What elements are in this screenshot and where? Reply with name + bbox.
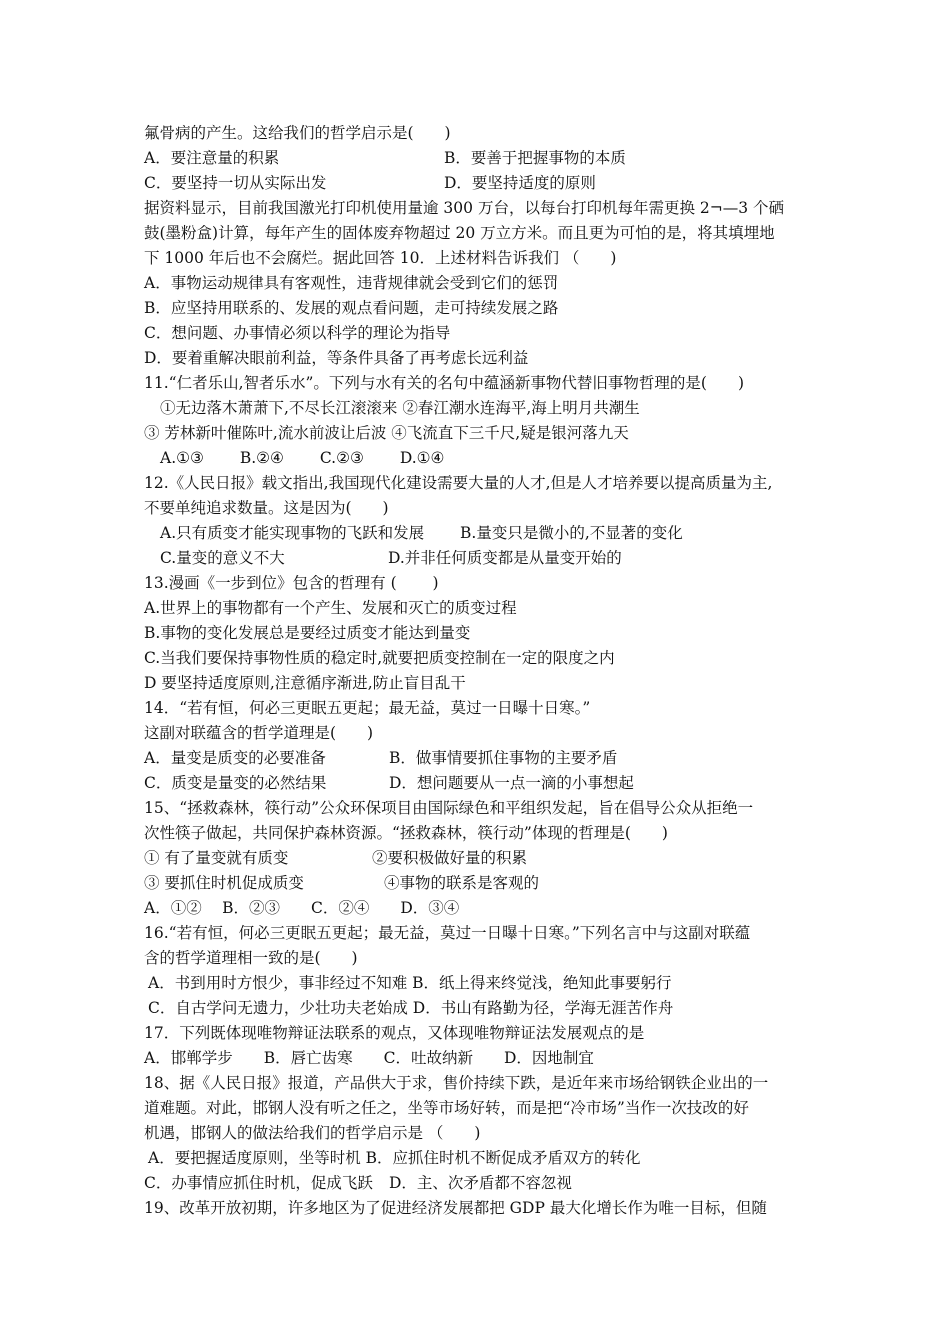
- option-a: A.只有质变才能实现事物的飞跃和发展: [160, 524, 425, 542]
- text-line: 不要单纯追求数量。这是因为( ): [144, 499, 389, 517]
- option-row: C．自古学问无遗力，少壮功夫老始成 D．书山有路勤为径，学海无涯苦作舟: [148, 999, 674, 1017]
- text-line: 道难题。对此，邯钢人没有听之任之，坐等市场好转，而是把“冷市场”当作一次技改的好: [144, 1099, 749, 1117]
- option-row: A．邯郸学步 B．唇亡齿寒 C．吐故纳新 D．因地制宜: [144, 1049, 594, 1067]
- option-row: [144, 746, 816, 771]
- question-13: 13.漫画《一步到位》包含的哲理有 ( ): [144, 574, 439, 592]
- option-b: B.量变只是微小的,不显著的变化: [460, 524, 683, 542]
- option-c: C．要坚持一切从实际出发: [144, 174, 327, 192]
- text-line: 据资料显示，目前我国激光打印机使用量逾 300 万台，以每台打印机每年需更换 2¬—3 个硒: [144, 199, 785, 217]
- option-c: C．质变是量变的必然结果: [144, 774, 327, 792]
- option-d: D 要坚持适度原则,注意循序渐进,防止盲目乱干: [144, 674, 466, 692]
- option-row: [144, 871, 816, 896]
- text-line: ①无边落木萧萧下,不尽长江滚滚来 ②春江潮水连海平,海上明月共潮生: [160, 399, 640, 417]
- statement-1: ① 有了量变就有质变: [144, 849, 289, 867]
- text-line: 机遇，邯钢人的做法给我们的哲学启示是 （ ): [144, 1124, 481, 1142]
- option-row: A．书到用时方恨少，事非经过不知难 B．纸上得来终觉浅，绝知此事要躬行: [148, 974, 672, 992]
- option-row: [144, 1171, 816, 1196]
- option-row: [144, 846, 816, 871]
- option-d: D.并非任何质变都是从量变开始的: [388, 549, 622, 567]
- question-17: 17．下列既体现唯物辩证法联系的观点，又体现唯物辩证法发展观点的是: [144, 1024, 645, 1042]
- option-a: A.世界上的事物都有一个产生、发展和灭亡的质变过程: [144, 599, 517, 617]
- option-a: A．事物运动规律具有客观性，违背规律就会受到它们的惩罚: [144, 274, 559, 292]
- text-line: 含的哲学道理相一致的是( ): [144, 949, 358, 967]
- document-page: [144, 121, 816, 1221]
- question-19: 19、改革开放初期，许多地区为了促进经济发展都把 GDP 最大化增长作为唯一目标，但随: [144, 1199, 767, 1217]
- option-b: B．做事情要抓住事物的主要矛盾: [389, 749, 618, 767]
- text-line: 氟骨病的产生。这给我们的哲学启示是( ): [144, 124, 451, 142]
- option-row: [144, 146, 816, 171]
- option-b: B．要善于把握事物的本质: [444, 149, 626, 167]
- text-line: ③ 芳林新叶催陈叶,流水前波让后波 ④飞流直下三千尺,疑是银河落九天: [144, 424, 629, 442]
- statement-3: ③ 要抓住时机促成质变: [144, 874, 304, 892]
- option-c: C．办事情应抓住时机，促成飞跃: [144, 1174, 373, 1192]
- question-11: 11.“仁者乐山,智者乐水”。下列与水有关的名句中蕴涵新事物代替旧事物哲理的是( ): [144, 374, 745, 392]
- text-line: 次性筷子做起，共同保护森林资源。“拯救森林，筷行动”体现的哲理是( ): [144, 824, 668, 842]
- option-row: [144, 171, 816, 196]
- text-line: 鼓(墨粉盒)计算，每年产生的固体废弃物超过 20 万立方米。而且更为可怕的是，将其填埋地: [144, 224, 775, 242]
- question-16: 16.“若有恒，何必三更眠五更起；最无益，莫过一日曝十日寒。”下列名言中与这副对联蕴: [144, 924, 751, 942]
- option-d: D．主、次矛盾都不容忽视: [389, 1174, 572, 1192]
- question-15: 15、“拯救森林，筷行动”公众环保项目由国际绿色和平组织发起，旨在倡导公众从拒绝一: [144, 799, 754, 817]
- option-row: [144, 521, 816, 546]
- option-d: D．要坚持适度的原则: [444, 174, 596, 192]
- question-18: 18、据《人民日报》报道，产品供大于求，售价持续下跌，是近年来市场给钢铁企业出的一: [144, 1074, 769, 1092]
- option-b: B．应坚持用联系的、发展的观点看问题，走可持续发展之路: [144, 299, 559, 317]
- statement-4: ④事物的联系是客观的: [384, 874, 540, 892]
- option-c: C.当我们要保持事物性质的稳定时,就要把质变控制在一定的限度之内: [144, 649, 615, 667]
- statement-2: ②要积极做好量的积累: [372, 849, 528, 867]
- question-14: 14．“若有恒，何必三更眠五更起；最无益，莫过一日曝十日寒。”: [144, 699, 591, 717]
- option-a: A．要注意量的积累: [144, 149, 280, 167]
- option-row: [144, 546, 816, 571]
- option-b: B.事物的变化发展总是要经过质变才能达到量变: [144, 624, 471, 642]
- option-a: A．量变是质变的必要准备: [144, 749, 326, 767]
- option-c: C．想问题、办事情必须以科学的理论为指导: [144, 324, 451, 342]
- option-row: [144, 771, 816, 796]
- question-12: 12.《人民日报》载文指出,我国现代化建设需要大量的人才,但是人才培养要以提高质量为主,: [144, 474, 773, 492]
- text-line: 这副对联蕴含的哲学道理是( ): [144, 724, 374, 742]
- option-d: D．想问题要从一点一滴的小事想起: [389, 774, 634, 792]
- option-row: A.①③ B.②④ C.②③ D.①④: [160, 449, 445, 467]
- option-row: A．要把握适度原则，坐等时机 B．应抓住时机不断促成矛盾双方的转化: [148, 1149, 641, 1167]
- option-c: C.量变的意义不大: [160, 549, 285, 567]
- option-d: D．要着重解决眼前利益，等条件具备了再考虑长远利益: [144, 349, 529, 367]
- text-line: 下 1000 年后也不会腐烂。据此回答 10．上述材料告诉我们 （ ): [144, 249, 617, 267]
- option-row: A．①② B．②③ C．②④ D．③④: [144, 899, 460, 917]
